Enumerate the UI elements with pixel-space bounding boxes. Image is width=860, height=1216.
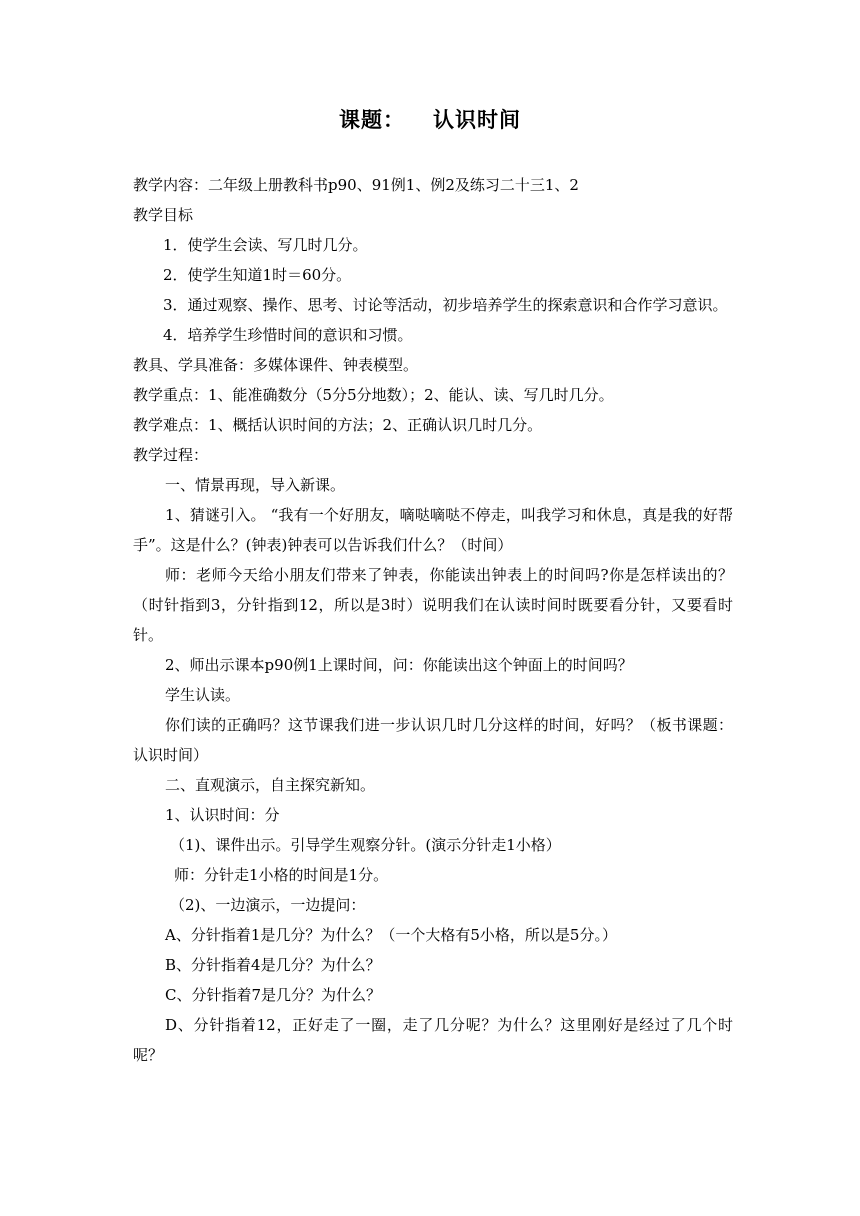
- teaching-tools: 教具、学具准备：多媒体课件、钟表模型。: [133, 356, 419, 374]
- goal-1: 1．使学生会读、写几时几分。: [163, 236, 368, 254]
- question-a: A、分针指着1是几分？为什么？（一个大格有5小格，所以是5分。）: [165, 926, 617, 944]
- paragraph-example-1: 2、师出示课本p90例1上课时间，问：你能读出这个钟面上的时间吗？: [165, 656, 633, 674]
- question-d: D、分针指着12，正好走了一圈，走了几分呢？为什么？这里刚好是经过了几个时呢？: [133, 1016, 733, 1064]
- lesson-body: [133, 170, 733, 1070]
- paragraph-courseware: （1)、课件出示。引导学生观察分针。(演示分针走1小格）: [170, 836, 561, 854]
- paragraph-correct-question: 你们读的正确吗？这节课我们进一步认识几时几分这样的时间，好吗？（板书课题：认识时间）: [133, 716, 733, 764]
- title-main: 认识时间: [433, 108, 521, 132]
- question-b: B、分针指着4是几分？为什么？: [165, 956, 381, 974]
- title-prefix: 课题：: [339, 108, 405, 132]
- section-1-heading: 一、情景再现，导入新课。: [165, 476, 346, 494]
- goal-3: 3．通过观察、操作、思考、讨论等活动，初步培养学生的探索意识和合作学习意识。: [163, 296, 728, 314]
- paragraph-one-minute: 师：分针走1小格的时间是1分。: [174, 866, 389, 884]
- teaching-content: 教学内容：二年级上册教科书p90、91例1、例2及练习二十三1、2: [133, 176, 579, 194]
- paragraph-teacher-clock: 师：老师今天给小朋友们带来了钟表，你能读出钟表上的时间吗?你是怎样读出的？（时针指到3，分针指到12，所以是3时）说明我们在认读时间时既要看分针，又要看时针。: [133, 566, 733, 644]
- lesson-title: [0, 104, 860, 136]
- question-c: C、分针指着7是几分？为什么？: [165, 986, 382, 1004]
- goal-4: 4．培养学生珍惜时间的意识和习惯。: [163, 326, 413, 344]
- paragraph-students-read: 学生认读。: [165, 686, 241, 704]
- difficult-points: 教学难点：1、概括认识时间的方法；2、正确认识几时几分。: [133, 416, 543, 434]
- paragraph-know-minutes: 1、认识时间：分: [165, 806, 280, 824]
- goals-heading: 教学目标: [133, 206, 194, 224]
- paragraph-riddle: 1、猜谜引入。 “我有一个好朋友，嘀哒嘀哒不停走，叫我学习和休息，真是我的好帮手”。这是什么？(钟表)钟表可以告诉我们什么？（时间）: [133, 506, 733, 554]
- goal-2: 2．使学生知道1时＝60分。: [163, 266, 352, 284]
- process-heading: 教学过程：: [133, 446, 209, 464]
- key-points: 教学重点：1、能准确数分（5分5分地数）；2、能认、读、写几时几分。: [133, 386, 614, 404]
- section-2-heading: 二、直观演示，自主探究新知。: [165, 776, 376, 794]
- paragraph-demo-ask: （2)、一边演示，一边提问：: [170, 896, 366, 914]
